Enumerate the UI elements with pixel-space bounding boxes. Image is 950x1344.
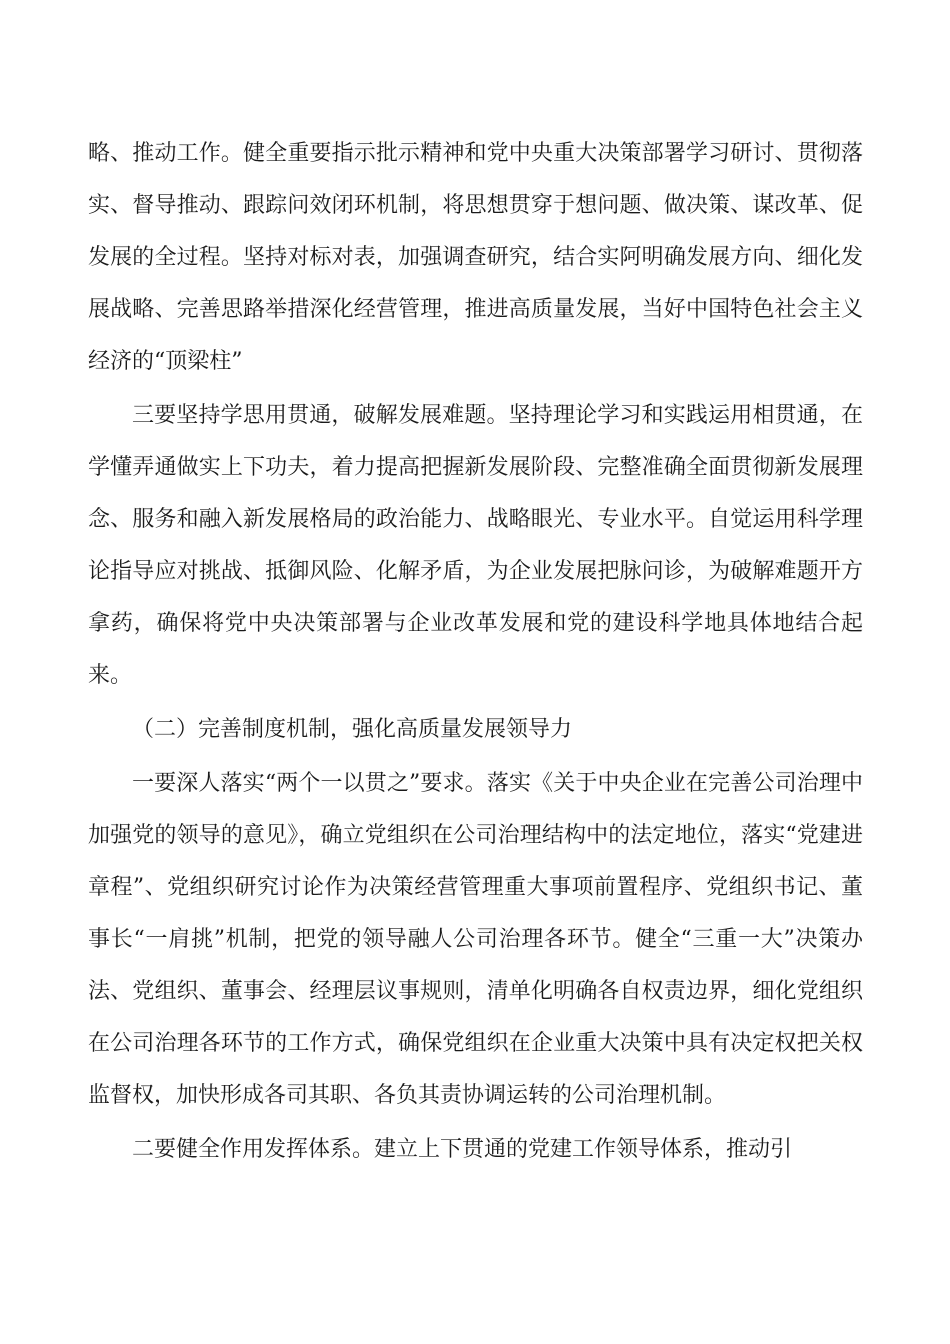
paragraph-continuation: 略、推动工作。健全重要指示批示精神和党中央重大决策部署学习研讨、贯彻落实、督导推动、跟踪问效闭环机制，将思想贯穿于想问题、做决策、谋改革、促发展的全过程。坚持对标对表，加强调查研究，结合实阿明确发展方向、细化发展战略、完善思路举措深化经营管理，推进高质量发展，当好中国特色社会主义经济的“顶梁柱” bbox=[88, 141, 863, 374]
section-heading: （二）完善制度机制，强化高质量发展领导力 bbox=[132, 717, 573, 742]
document-page bbox=[88, 128, 863, 1176]
paragraph-system: 二要健全作用发挥体系。建立上下贯通的党建工作领导体系，推动引 bbox=[132, 1137, 793, 1162]
paragraph-governance: 一要深人落实“两个一以贯之”要求。落实《关于中央企业在完善公司治理中加强党的领导的意见》，确立党组织在公司治理结构中的法定地位，落实“党建进章程”、党组织研究讨论作为决策经营管理重大事项前置程序、党组织书记、董事长“一肩挑”机制，把党的领导融人公司治理各环节。健全“三重一大”决策办法、党组织、董事会、经理层议事规则，清单化明确各自权责边界，细化党组织在公司治理各环节的工作方式，确保党组织在企业重大决策中具有决定权把关权监督权，加快形成各司其职、各负其责协调运转的公司治理机制。 bbox=[88, 771, 863, 1108]
paragraph-learning-thinking: 三要坚持学思用贯通，破解发展难题。坚持理论学习和实践运用相贯通，在学懂弄通做实上下功夫，着力提高把握新发展阶段、完整准确全面贯彻新发展理念、服务和融入新发展格局的政治能力、战略眼光、专业水平。自觉运用科学理论指导应对挑战、抵御风险、化解矛盾，为企业发展把脉问诊，为破解难题开方拿药，确保将党中央决策部署与企业改革发展和党的建设科学地具体地结合起来。 bbox=[88, 403, 863, 688]
